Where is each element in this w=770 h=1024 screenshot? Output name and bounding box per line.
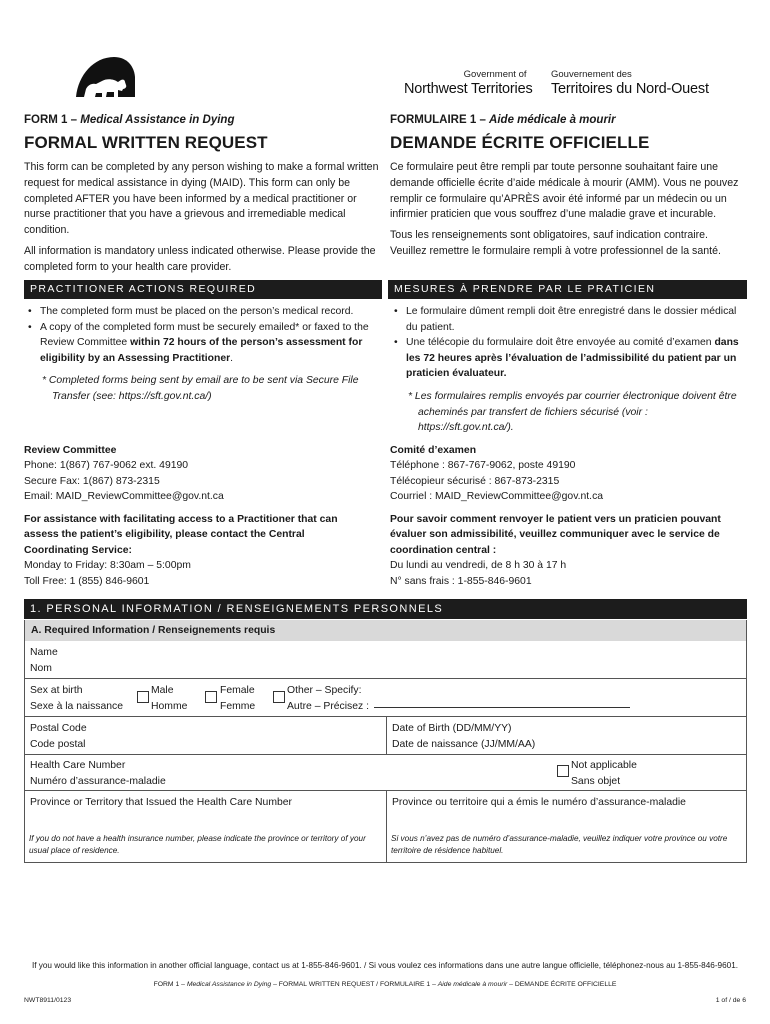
sft-note-en: * Completed forms being sent by email are to be sent via Secure File Transfer (see: https://sft.gov.nt.ca/) xyxy=(42,375,359,402)
review-committee-fax-fr: Télécopieur sécurisé : 867-873-2315 xyxy=(390,475,560,487)
section-1-bar: 1. PERSONAL INFORMATION / RENSEIGNEMENTS PERSONNELS xyxy=(24,599,747,619)
language-notice: If you would like this information in another official language, contact us at 1-855-846-9601. / Si vous voulez ces informations dans une autre langue officielle, téléphonez-nous au 1-855-846-9601. xyxy=(31,961,739,970)
review-committee-fax-en: Secure Fax: 1(867) 873-2315 xyxy=(24,475,160,487)
intro-en xyxy=(24,160,381,281)
sft-note-fr: * Les formulaires remplis envoyés par courrier électronique doivent être acheminés par transfert de fichiers sécurisé (voir : https://sft.gov.nt.ca/). xyxy=(408,390,737,434)
form-code: NWT8911/0123 xyxy=(24,997,72,1004)
other-label-en: Other – Specify: xyxy=(287,685,362,696)
province-label-en: Province or Territory that Issued the Health Care Number xyxy=(30,797,292,808)
name-label-en: Name xyxy=(30,647,58,658)
gov-fr-small: Gouvernement des xyxy=(551,69,632,80)
coordinating-service-heading-en: For assistance with facilitating access to a Practitioner that can assess the patient’s eligibility, please contact the Central Coordinating Service: xyxy=(24,514,338,556)
review-committee-phone-fr: Téléphone : 867-767-9062, poste 49190 xyxy=(390,460,576,472)
not-applicable-label-fr: Sans objet xyxy=(571,775,621,787)
practitioner-actions-bar-fr: MESURES À PRENDRE PAR LE PRATICIEN xyxy=(386,280,747,299)
gov-en-small: Government of xyxy=(463,69,527,80)
coordinating-service-en xyxy=(24,512,364,589)
coordinating-service-tollfree-en: Toll Free: 1 (855) 846-9601 xyxy=(24,575,150,587)
actions-fr xyxy=(390,304,746,436)
name-field[interactable] xyxy=(24,641,747,679)
province-row xyxy=(24,791,747,863)
health-care-number-field[interactable] xyxy=(24,755,747,791)
form-number-en: FORM 1 – Medical Assistance in Dying xyxy=(24,114,235,126)
province-field-fr[interactable] xyxy=(387,792,747,814)
review-committee-phone-en: Phone: 1(867) 767-9062 ext. 49190 xyxy=(24,460,189,472)
province-field-en[interactable] xyxy=(25,792,385,814)
other-label-fr: Autre – Précisez : xyxy=(287,700,370,712)
coordinating-service-fr xyxy=(390,512,740,589)
coordinating-service-tollfree-fr: N° sans frais : 1-855-846-9601 xyxy=(390,575,532,587)
sex-at-birth-row xyxy=(24,679,747,717)
dob-label-fr: Date de naissance (JJ/MM/AA) xyxy=(392,738,536,750)
gov-fr-big: Territoires du Nord-Ouest xyxy=(551,81,709,97)
intro-en-p1: This form can be completed by any person wishing to make a formal written request for medical assistance in dying (MAID). This form can only be completed AFTER you have been informed by a medical practitioner or nurse practitioner that you have a grievous and irremediable medical condition. xyxy=(24,161,379,237)
not-applicable-label-en: Not applicable xyxy=(571,760,637,771)
male-label-fr: Homme xyxy=(151,700,188,712)
review-committee-email-fr: Courriel : MAID_ReviewCommittee@gov.nt.ca xyxy=(390,491,604,503)
action-bullet-2-fr: • Une télécopie du formulaire doit être envoyée au comité d’examen dans les 72 heures après l’évaluation de l’admissibilité du patient par un praticien évaluateur. xyxy=(390,335,746,382)
page-number: 1 of / de 6 xyxy=(715,997,746,1004)
review-committee-fr xyxy=(390,443,750,505)
action-bullet-2-en: • A copy of the completed form must be securely emailed* or faxed to the Review Committee within 72 hours of the person’s assessment for eligibility by an Assessing Practitioner. xyxy=(24,320,374,367)
province-note-fr: Si vous n’avez pas de numéro d’assurance-maladie, veuillez indiquer votre province ou votre territoire de résidence habituel. xyxy=(391,834,728,855)
dob-label-en: Date of Birth (DD/MM/YY) xyxy=(392,723,512,734)
postal-label-fr: Code postal xyxy=(30,738,86,750)
female-label-en: Female xyxy=(220,685,255,696)
gov-en-big: Northwest Territories xyxy=(404,81,533,97)
name-label-fr: Nom xyxy=(30,662,52,674)
form-number-fr: FORMULAIRE 1 – Aide médicale à mourir xyxy=(390,114,616,126)
date-of-birth-field[interactable] xyxy=(387,718,540,755)
female-label-fr: Femme xyxy=(220,700,256,712)
intro-fr-p2: Tous les renseignements sont obligatoires, sauf indication contraire. Veuillez remettre le formulaire rempli à votre professionnel de la santé. xyxy=(390,229,721,257)
male-label-en: Male xyxy=(151,685,174,696)
government-fr-wordmark xyxy=(551,69,709,97)
action-bullet-1-fr: • Le formulaire dûment rempli doit être enregistré dans le dossier médical du patient. xyxy=(390,304,746,335)
review-committee-en xyxy=(24,443,381,505)
postal-dob-row xyxy=(24,717,747,755)
postal-label-en: Postal Code xyxy=(30,723,87,734)
page-title-fr: DEMANDE ÉCRITE OFFICIELLE xyxy=(390,133,650,152)
actions-en xyxy=(24,304,374,405)
intro-fr xyxy=(390,160,746,265)
page-title-en: FORMAL WRITTEN REQUEST xyxy=(24,133,268,152)
coordinating-service-hours-fr: Du lundi au vendredi, de 8 h 30 à 17 h xyxy=(390,560,567,572)
review-committee-email-en: Email: MAID_ReviewCommittee@gov.nt.ca xyxy=(24,491,224,503)
province-note-en: If you do not have a health insurance number, please indicate the province or territory of your usual place of residence. xyxy=(29,834,366,855)
review-committee-heading-en: Review Committee xyxy=(24,445,117,456)
required-information-subbar: A. Required Information / Renseignements requis xyxy=(24,620,747,641)
hcn-label-en: Health Care Number xyxy=(30,760,126,771)
review-committee-heading-fr: Comité d’examen xyxy=(390,445,477,456)
sex-label-fr: Sexe à la naissance xyxy=(30,700,123,712)
footer-form-title: FORM 1 – Medical Assistance in Dying – FORMAL WRITTEN REQUEST / FORMULAIRE 1 – Aide médicale à mourir – DEMANDE ÉCRITE OFFICIELLE xyxy=(153,981,617,988)
postal-code-field[interactable] xyxy=(25,718,385,755)
intro-en-p2: All information is mandatory unless indicated otherwise. Please provide the completed form to your health care provider. xyxy=(24,244,376,273)
sex-label-en: Sex at birth xyxy=(30,685,83,696)
coordinating-service-hours-en: Monday to Friday: 8:30am – 5:00pm xyxy=(24,560,191,572)
government-en-wordmark xyxy=(404,69,533,97)
province-label-fr: Province ou territoire qui a émis le numéro d’assurance-maladie xyxy=(392,797,686,808)
hcn-label-fr: Numéro d’assurance-maladie xyxy=(30,775,166,787)
action-bullet-1-en: • The completed form must be placed on the person’s medical record. xyxy=(24,304,374,320)
coordinating-service-heading-fr: Pour savoir comment renvoyer le patient vers un praticien pouvant évaluer son admissibilité, veuillez communiquer avec le service de coordination central : xyxy=(390,514,721,556)
practitioner-actions-bar-en: PRACTITIONER ACTIONS REQUIRED xyxy=(24,280,382,299)
intro-fr-p1: Ce formulaire peut être rempli par toute personne souhaitant faire une demande officielle écrite d’aide médicale à mourir (AMM). Vous ne pouvez remplir ce formulaire qu’APRÈS avoir été informé par un médecin ou un infirmier praticien que vous souffrez d’une maladie grave et incurable. xyxy=(390,161,739,221)
other-specify-input[interactable] xyxy=(374,707,630,708)
polar-bear-logo-icon xyxy=(74,53,136,97)
